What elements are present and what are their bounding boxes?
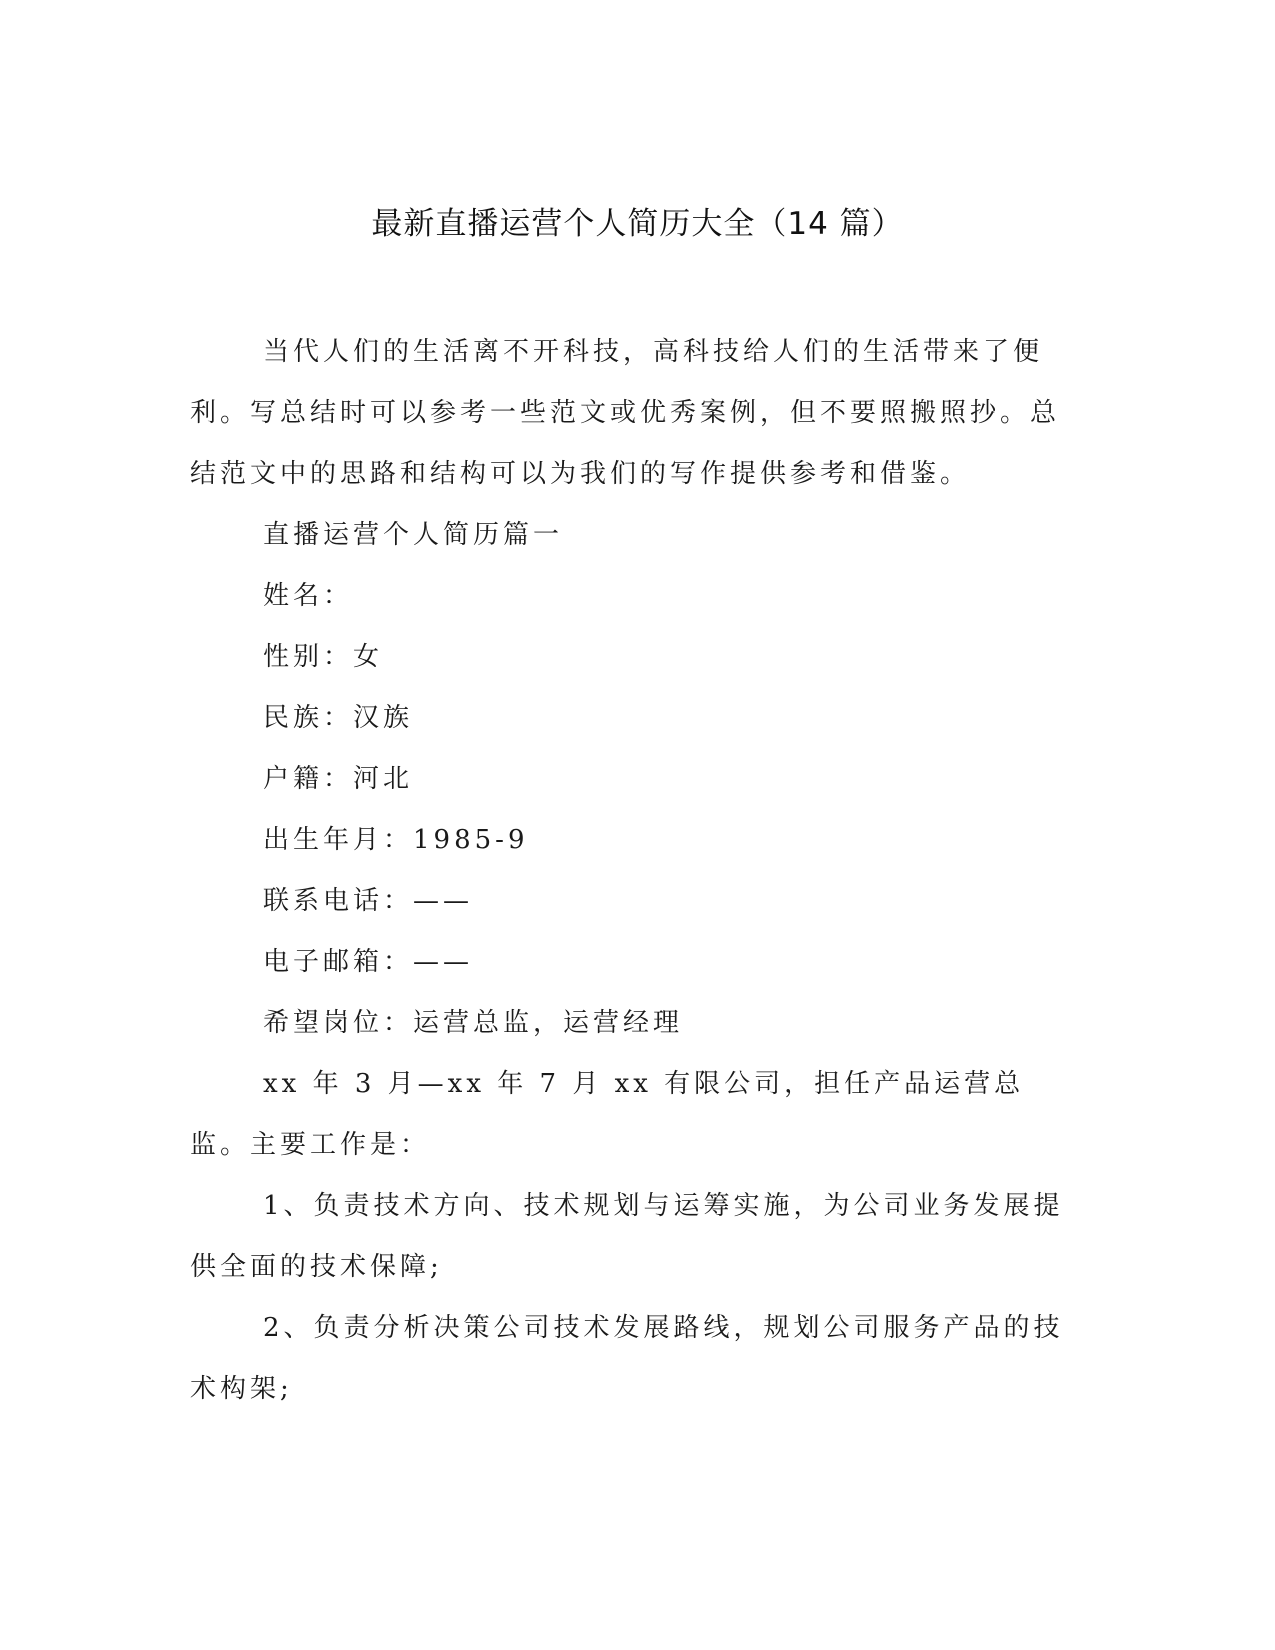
field-household: 户籍：河北 xyxy=(263,764,414,794)
field-gender: 性别：女 xyxy=(263,642,384,672)
document-title: 最新直播运营个人简历大全（14 篇） xyxy=(371,206,904,242)
field-phone: 联系电话：—— xyxy=(263,886,474,916)
field-birth-date: 出生年月：1985-9 xyxy=(263,825,529,855)
field-desired-position: 希望岗位：运营总监，运营经理 xyxy=(263,1008,684,1038)
duty-item-1: 1、负责技术方向、技术规划与运筹实施，为公司业务发展提供全面的技术保障; xyxy=(190,1191,1064,1282)
duty-item-2: 2、负责分析决策公司技术发展路线，规划公司服务产品的技术构架; xyxy=(190,1313,1064,1404)
section-heading: 直播运营个人简历篇一 xyxy=(263,520,564,550)
field-name: 姓名： xyxy=(263,581,354,611)
field-ethnicity: 民族：汉族 xyxy=(263,703,414,733)
field-email: 电子邮箱：—— xyxy=(263,947,474,977)
work-experience-paragraph: xx 年 3 月—xx 年 7 月 xx 有限公司，担任产品运营总监。主要工作是： xyxy=(190,1069,1025,1160)
intro-paragraph: 当代人们的生活离不开科技，高科技给人们的生活带来了便利。写总结时可以参考一些范文或优秀案例，但不要照搬照抄。总结范文中的思路和结构可以为我们的写作提供参考和借鉴。 xyxy=(190,337,1061,489)
document-body xyxy=(190,322,1070,1420)
